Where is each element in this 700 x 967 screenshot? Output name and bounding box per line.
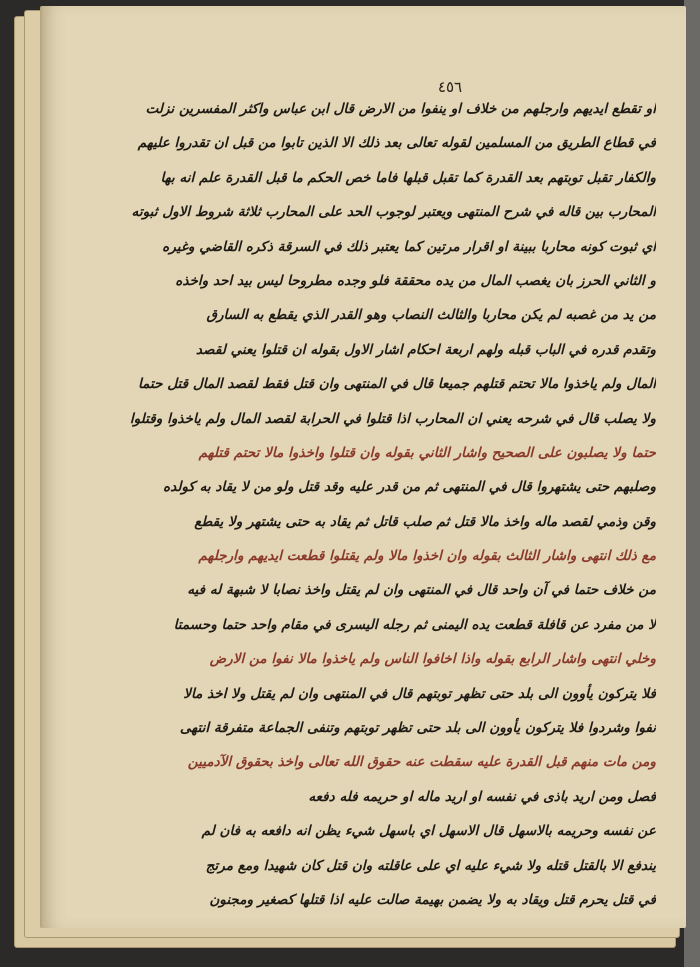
text-line: نفوا وشردوا فلا يتركون يأوون الى بلد حتى تظهر توبتهم وتنفى الجماعة متفرقة انتهى — [179, 720, 656, 737]
page-number: ٤٥٦ — [437, 78, 463, 96]
text-line: عن نفسه وحريمه بالاسهل قال الاسهل اي باسهل شيء يظن انه دافعه به فان لم — [201, 823, 656, 840]
text-line: حتما ولا يصلبون على الصحيح واشار الثاني بقوله وان قتلوا واخذوا مالا تحتم قتلهم — [198, 444, 656, 461]
text-line: من خلاف حتما في آن واحد قال في المنتهى وان لم يقتل واخذ نصابا لا شبهة له فيه — [187, 582, 656, 599]
text-line: ولا يصلب قال في شرحه يعني ان المحارب اذا قتلوا في الحرابة لقصد المال ولم ياخذوا وقتلوا — [129, 410, 656, 427]
text-line: او تقطع ايديهم وارجلهم من خلاف او ينفوا من الارض قال ابن عباس واكثر المفسرين نزلت — [145, 101, 656, 117]
section-heading-line: فصل ومن اريد باذى في نفسه او اريد ماله او حريمه فله دفعه — [308, 788, 656, 805]
manuscript-text — [108, 92, 656, 917]
text-line: المال ولم ياخذوا مالا تحتم قتلهم جميعا قال في المنتهى وان قتل فقط لقصد المال قتل حتما — [138, 376, 656, 393]
text-line: من يد من غصبه لم يكن محاربا والثالث النصاب وهو القدر الذي يقطع به السارق — [206, 307, 656, 324]
text-line: في قطاع الطريق من المسلمين لقوله تعالى بعد ذلك الا الذين تابوا من قبل ان تقدروا عليهم — [137, 135, 656, 152]
text-line: وتقدم قدره في الباب قبله ولهم اربعة احكام اشار الاول بقوله ان قتلوا يعني لقصد — [195, 341, 656, 358]
text-line: لا من مفرد عن قافلة قطعت يده اليمنى ثم رجله اليسرى في مقام واحد حتما وحسمتا — [173, 616, 656, 633]
text-line: ومن مات منهم قبل القدرة عليه سقطت عنه حقوق الله تعالى واخذ بحقوق الآدميين — [187, 754, 656, 771]
text-line: في قتل يحرم قتل ويقاد به ولا يضمن بهيمة صالت عليه اذا قتلها كصغير ومجنون — [209, 891, 656, 908]
text-line: وقن وذمي لقصد ماله واخذ مالا قتل ثم صلب قاتل ثم يقاد به حتى يشتهر ولا يقطع — [194, 513, 656, 530]
text-line: المحارب بين قاله في شرح المنتهى ويعتبر لوجوب الحد على المحارب ثلاثة شروط الاول ثبوته — [131, 204, 656, 221]
text-line: والكفار تقبل توبتهم بعد القدرة كما تقبل قبلها فاما خص الحكم ما قبل القدرة علم انه بها — [160, 169, 656, 186]
text-line: وصلبهم حتى يشتهروا قال في المنتهى ثم من قدر عليه وقد قتل ولو من لا يقاد به كولده — [162, 479, 656, 496]
text-line: اي ثبوت كونه محاربا ببينة او اقرار مرتين كما يعتبر ذلك في السرقة ذكره القاضي وغيره — [162, 238, 656, 255]
text-line: فلا يتركون يأوون الى بلد حتى تظهر توبتهم قال في المنتهى وان لم يقتل ولا اخذ مالا — [183, 685, 656, 702]
text-line: يندفع الا بالقتل قتله ولا شيء عليه اي على عاقلته وان قتل كان شهيدا ومع مرتج — [205, 857, 656, 874]
text-line: مع ذلك انتهى واشار الثالث بقوله وان اخذوا مالا ولم يقتلوا قطعت ايديهم وارجلهم — [198, 548, 656, 565]
book-edge — [684, 0, 700, 967]
text-line: و الثاني الحرز بان يغصب المال من يده محققة فلو وجده مطروحا ليس بيد احد واخذه — [175, 272, 656, 289]
text-line: وخلي انتهى واشار الرابع بقوله واذا اخافوا الناس ولم ياخذوا مالا نفوا من الارض — [209, 651, 656, 668]
